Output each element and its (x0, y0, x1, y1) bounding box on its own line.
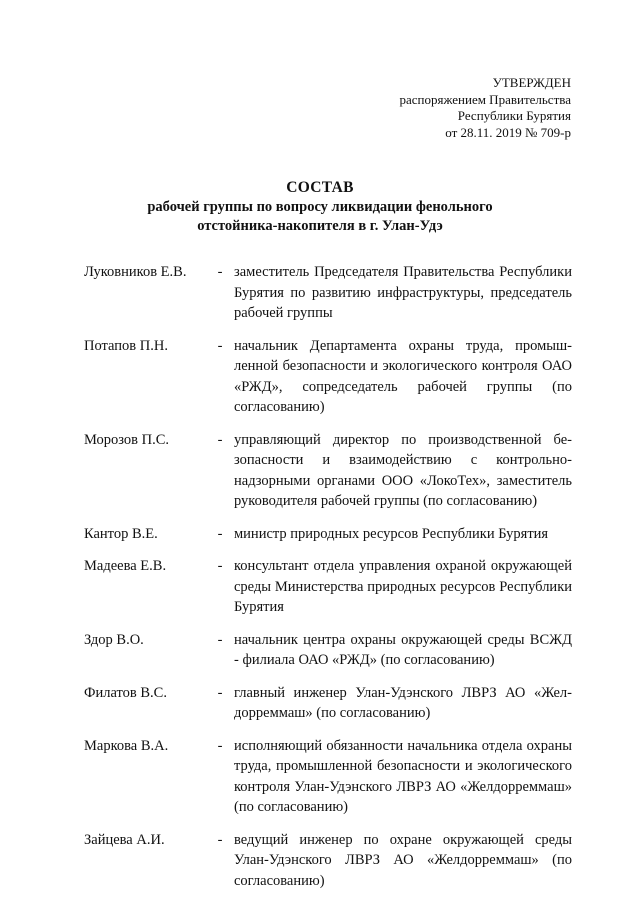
member-role: заместитель Председателя Правительства Республики Бурятия по развитию инфраструктуры, председатель рабочей группы (234, 264, 572, 321)
member-role: консультант отдела управления охраной окружающей среды Министерства природных ресурсов Республики Бурятия (234, 558, 572, 615)
title-subtitle-line-2: отстойника-накопителя в г. Улан-Удэ (197, 218, 443, 234)
member-role: начальник центра охраны окружающей среды ВСЖД - филиала ОАО «РЖД» (по согласованию) (234, 631, 572, 668)
member-role: министр природных ресурсов Республики Бурятия (234, 525, 549, 542)
member-dash: - (217, 631, 223, 648)
member-name: Филатов В.С. (84, 684, 167, 701)
member-dash: - (217, 337, 223, 354)
title-subtitle-line-1: рабочей группы по вопросу ликвидации фенольного (147, 199, 493, 215)
member-row (84, 524, 572, 545)
member-row (84, 430, 572, 512)
member-name: Луковников Е.В. (84, 264, 187, 280)
document-title (0, 178, 640, 236)
member-dash: - (217, 431, 223, 448)
member-role: главный инженер Улан-Удэнского ЛВРЗ АО «Желдорреммаш» (по согласованию) (234, 684, 572, 721)
member-name: Потапов П.Н. (84, 337, 168, 354)
member-row (84, 262, 572, 324)
approval-authority: распоряжением Правительства (399, 91, 571, 107)
member-dash: - (217, 558, 223, 574)
member-name: Маркова В.А. (84, 737, 169, 754)
member-role: исполняющий обязанности начальника отдела охраны труда, промышленной безопасности и экологического контроля Улан-Удэнского ЛВРЗ АО «Желдорреммаш» (по согласованию) (234, 737, 572, 815)
approval-heading: УТВЕРЖДЕН (492, 75, 571, 90)
member-row (84, 736, 572, 818)
member-dash: - (217, 684, 223, 701)
member-name: Кантор В.Е. (84, 525, 158, 542)
member-name: Морозов П.С. (84, 431, 170, 448)
title-main: СОСТАВ (286, 179, 354, 196)
member-dash: - (217, 525, 223, 542)
member-name: Здор В.О. (84, 631, 144, 648)
member-row (84, 556, 572, 618)
member-name: Зайцева А.И. (84, 831, 165, 848)
approval-republic: Республики Бурятия (457, 108, 571, 123)
member-name: Мадеева Е.В. (84, 558, 167, 574)
member-role: управляющий директор по производственной безопасности и взаимодействию с контрольно-надзорными органами ООО «ЛокоТех», заместитель руководителя рабочей группы (по согласованию) (234, 431, 572, 509)
approval-date-number: от 28.11. 2019 № 709-р (445, 124, 571, 140)
approval-stamp (399, 75, 571, 141)
member-row (84, 683, 572, 724)
member-dash: - (217, 737, 223, 754)
members-list (84, 262, 572, 903)
member-dash: - (217, 264, 223, 280)
member-row (84, 830, 572, 892)
member-row (84, 336, 572, 418)
member-row (84, 630, 572, 671)
member-role: начальник Департамента охраны труда, промышленной безопасности и экологического контроля ОАО «РЖД», сопредседатель рабочей группы (по согласованию) (234, 337, 572, 415)
member-dash: - (217, 831, 223, 848)
member-role: ведущий инженер по охране окружающей среды Улан-Удэнского ЛВРЗ АО «Желдорреммаш» (по согласованию) (234, 831, 572, 889)
